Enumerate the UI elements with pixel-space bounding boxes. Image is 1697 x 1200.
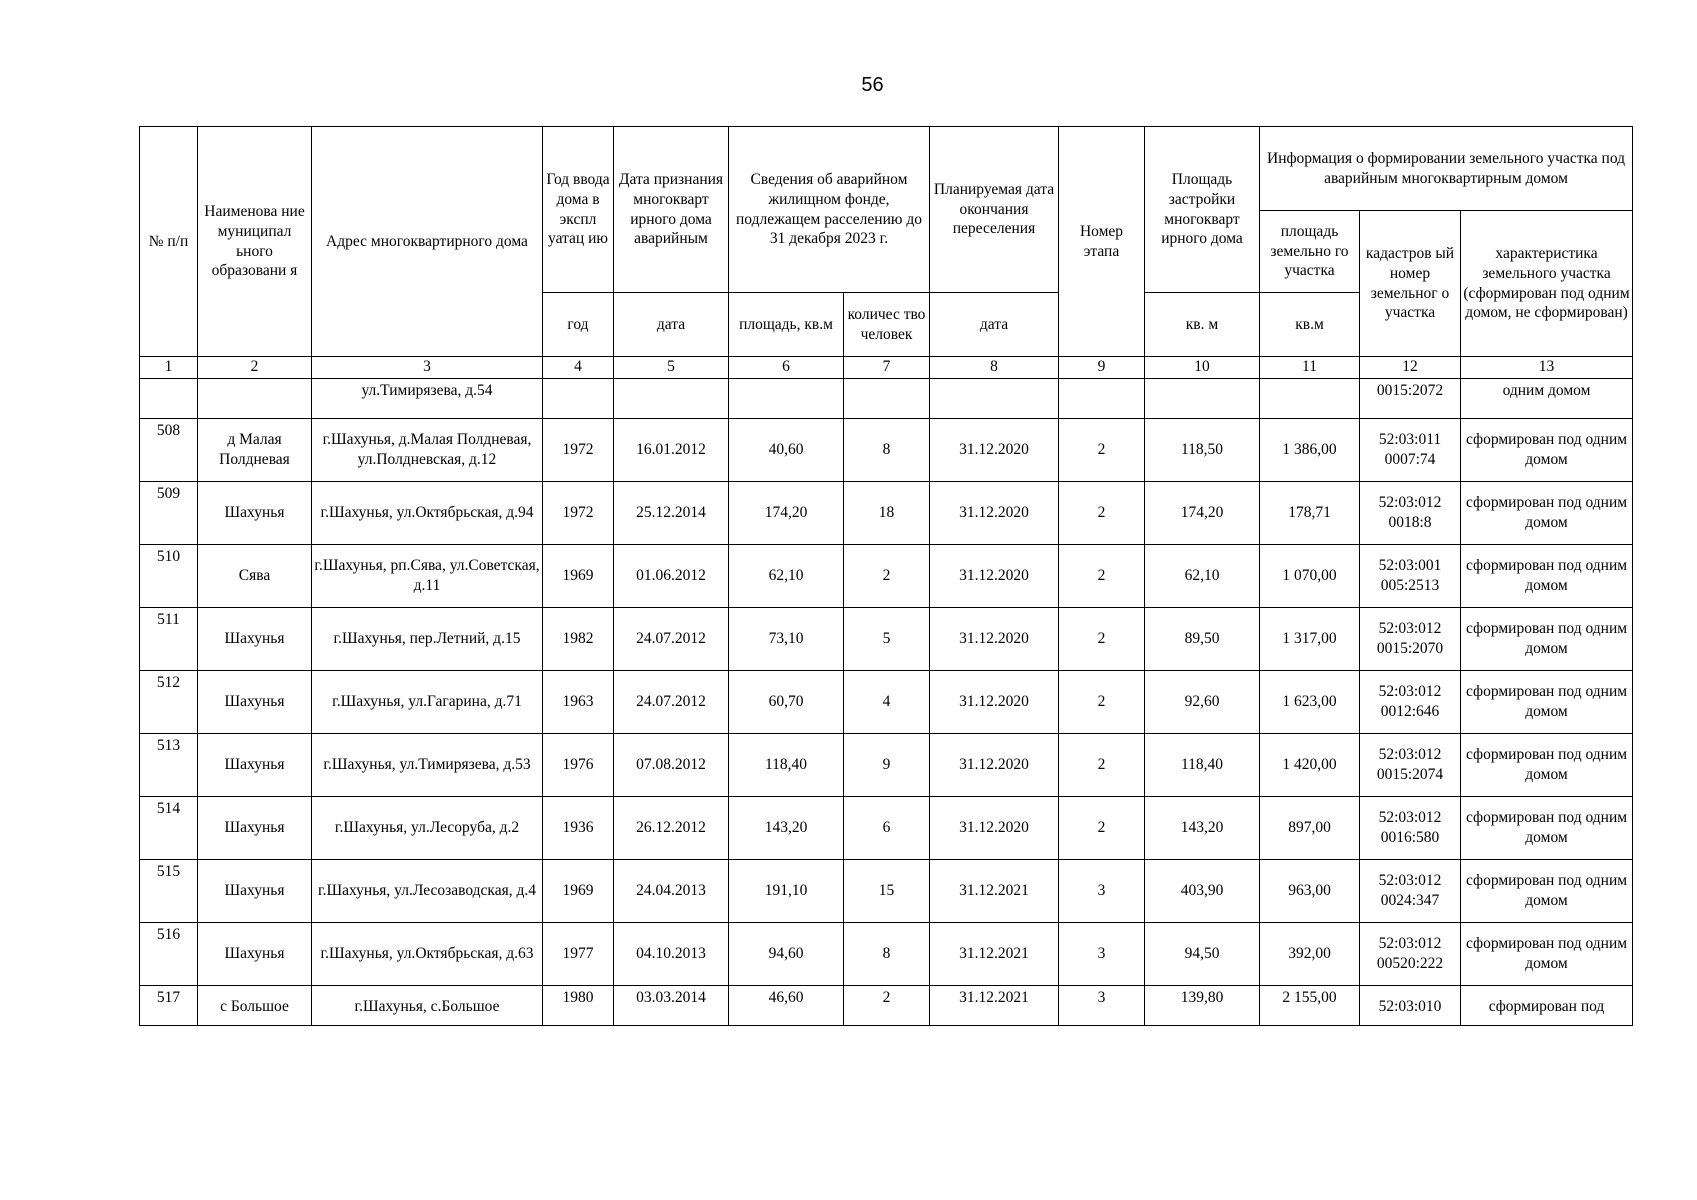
- cell-people: 18: [844, 482, 930, 545]
- cell-stage: 2: [1059, 545, 1145, 608]
- cell-address: г.Шахунья, пер.Летний, д.15: [312, 608, 543, 671]
- cell-date: 04.10.2013: [614, 923, 729, 986]
- cell-address: г.Шахунья, рп.Сява, ул.Советская, д.11: [312, 545, 543, 608]
- cell-land-area: 392,00: [1260, 923, 1360, 986]
- column-number: 2: [198, 357, 312, 379]
- cell-address: г.Шахунья, с.Большое: [312, 986, 543, 1026]
- cell-municipality: Шахунья: [198, 482, 312, 545]
- cell-cadastral: 52:03:012 0012:646: [1360, 671, 1461, 734]
- header-cell: Год ввода дома в экспл уатац ию: [543, 127, 614, 293]
- header-cell: характеристика земельного участка (сформирован под одним домом, не сформирован): [1461, 211, 1633, 357]
- cell-land-area: 1 317,00: [1260, 608, 1360, 671]
- column-number: 8: [930, 357, 1059, 379]
- cell-characteristic: сформирован под одним домом: [1461, 419, 1633, 482]
- cell-address: г.Шахунья, д.Малая Полдневая, ул.Полдневская, д.12: [312, 419, 543, 482]
- cell-address: г.Шахунья, ул.Тимирязева, д.53: [312, 734, 543, 797]
- table-row: [140, 986, 1633, 1026]
- cell-end-date: 31.12.2020: [930, 734, 1059, 797]
- cell-characteristic: сформирован под одним домом: [1461, 797, 1633, 860]
- unit-cell: кв. м: [1145, 293, 1260, 357]
- cell-build-area: 139,80: [1145, 986, 1260, 1026]
- cell-end-date: 31.12.2020: [930, 797, 1059, 860]
- cell-cadastral: 52:03:011 0007:74: [1360, 419, 1461, 482]
- table-row: [140, 482, 1633, 545]
- cell-cadastral: 52:03:001 005:2513: [1360, 545, 1461, 608]
- cell-year: 1976: [543, 734, 614, 797]
- cell-build-area: 94,50: [1145, 923, 1260, 986]
- cell-characteristic: сформирован под: [1461, 986, 1633, 1026]
- table-row: [140, 923, 1633, 986]
- cell-municipality: Шахунья: [198, 734, 312, 797]
- unit-cell: количес тво человек: [844, 293, 930, 357]
- header-cell: Дата признания многокварт ирного дома аварийным: [614, 127, 729, 293]
- page-number: 56: [861, 74, 884, 96]
- column-number: 7: [844, 357, 930, 379]
- cell-build-area: 403,90: [1145, 860, 1260, 923]
- cell-municipality: Шахунья: [198, 923, 312, 986]
- cell-date: 25.12.2014: [614, 482, 729, 545]
- cell-area: 118,40: [729, 734, 844, 797]
- table-row: [140, 608, 1633, 671]
- header-cell: Площадь застройки многокварт ирного дома: [1145, 127, 1260, 293]
- cell-cadastral: 52:03:012 0015:2074: [1360, 734, 1461, 797]
- cell-end-date: 31.12.2021: [930, 923, 1059, 986]
- cell-stage: 2: [1059, 797, 1145, 860]
- cell-build-area: 92,60: [1145, 671, 1260, 734]
- table-row: [140, 734, 1633, 797]
- cell-address: ул.Тимирязева, д.54: [312, 379, 543, 419]
- cell-municipality: с Большое: [198, 986, 312, 1026]
- cell-date: 24.04.2013: [614, 860, 729, 923]
- cell-characteristic: сформирован под одним домом: [1461, 734, 1633, 797]
- column-number-row: [140, 357, 1633, 379]
- cell-end-date: 31.12.2021: [930, 986, 1059, 1026]
- cell-municipality: Шахунья: [198, 797, 312, 860]
- cell-number: 516: [140, 923, 198, 986]
- continuation-row: [140, 379, 1633, 419]
- cell-land-area: 897,00: [1260, 797, 1360, 860]
- cell-stage: 2: [1059, 734, 1145, 797]
- cell-people: 5: [844, 608, 930, 671]
- column-number: 1: [140, 357, 198, 379]
- housing-table: [139, 126, 1633, 1026]
- table-row: [140, 860, 1633, 923]
- header-row-1: [140, 127, 1633, 211]
- cell-area: 191,10: [729, 860, 844, 923]
- cell-number: 512: [140, 671, 198, 734]
- cell-address: г.Шахунья, ул.Гагарина, д.71: [312, 671, 543, 734]
- unit-cell: дата: [614, 293, 729, 357]
- header-cell: площадь земельно го участка: [1260, 211, 1360, 293]
- cell-year: 1977: [543, 923, 614, 986]
- cell-land-area: 178,71: [1260, 482, 1360, 545]
- column-number: 3: [312, 357, 543, 379]
- cell-area: 94,60: [729, 923, 844, 986]
- cell-number: 511: [140, 608, 198, 671]
- header-cell: Номер этапа: [1059, 127, 1145, 357]
- cell-year: 1969: [543, 545, 614, 608]
- cell-stage: 3: [1059, 923, 1145, 986]
- cell-end-date: 31.12.2020: [930, 545, 1059, 608]
- cell-land-area: 963,00: [1260, 860, 1360, 923]
- cell-build-area: 118,40: [1145, 734, 1260, 797]
- cell-municipality: Шахунья: [198, 608, 312, 671]
- cell-address: г.Шахунья, ул.Лесоруба, д.2: [312, 797, 543, 860]
- header-cell: Наименова ние муниципал ьного образовани я: [198, 127, 312, 357]
- cell-characteristic: сформирован под одним домом: [1461, 860, 1633, 923]
- cell-stage: 2: [1059, 608, 1145, 671]
- cell-people: 8: [844, 923, 930, 986]
- cell-characteristic: сформирован под одним домом: [1461, 545, 1633, 608]
- header-cell: № п/п: [140, 127, 198, 357]
- cell-land-area: 1 623,00: [1260, 671, 1360, 734]
- cell-municipality: Шахунья: [198, 671, 312, 734]
- column-number: 10: [1145, 357, 1260, 379]
- cell-date: 26.12.2012: [614, 797, 729, 860]
- cell-build-area: 143,20: [1145, 797, 1260, 860]
- cell-people: 6: [844, 797, 930, 860]
- cell-area: 60,70: [729, 671, 844, 734]
- cell-area: 40,60: [729, 419, 844, 482]
- cell-year: 1982: [543, 608, 614, 671]
- cell-people: 8: [844, 419, 930, 482]
- cell-number: 515: [140, 860, 198, 923]
- cell-people: 15: [844, 860, 930, 923]
- cell-build-area: 89,50: [1145, 608, 1260, 671]
- column-number: 5: [614, 357, 729, 379]
- cell-characteristic: сформирован под одним домом: [1461, 482, 1633, 545]
- cell-end-date: 31.12.2021: [930, 860, 1059, 923]
- cell-area: 143,20: [729, 797, 844, 860]
- cell-land-area: 1 386,00: [1260, 419, 1360, 482]
- header-cell: Планируемая дата окончания переселения: [930, 127, 1059, 293]
- cell-land-area: 1 420,00: [1260, 734, 1360, 797]
- cell-municipality: Шахунья: [198, 860, 312, 923]
- cell-build-area: 62,10: [1145, 545, 1260, 608]
- cell-characteristic: сформирован под одним домом: [1461, 608, 1633, 671]
- cell-area: 73,10: [729, 608, 844, 671]
- cell-cadastral: 52:03:012 0018:8: [1360, 482, 1461, 545]
- cell-cadastral: 52:03:010: [1360, 986, 1461, 1026]
- cell-stage: 3: [1059, 860, 1145, 923]
- cell-year: 1963: [543, 671, 614, 734]
- cell-address: г.Шахунья, ул.Октябрьская, д.63: [312, 923, 543, 986]
- cell-characteristic: сформирован под одним домом: [1461, 923, 1633, 986]
- column-number: 11: [1260, 357, 1360, 379]
- cell-land-area: 2 155,00: [1260, 986, 1360, 1026]
- unit-cell: площадь, кв.м: [729, 293, 844, 357]
- cell-date: 24.07.2012: [614, 671, 729, 734]
- cell-date: 24.07.2012: [614, 608, 729, 671]
- cell-number: 508: [140, 419, 198, 482]
- cell-stage: 2: [1059, 482, 1145, 545]
- cell-characteristic: сформирован под одним домом: [1461, 671, 1633, 734]
- cell-cadastral: 52:03:012 0015:2070: [1360, 608, 1461, 671]
- cell-number: 513: [140, 734, 198, 797]
- cell-municipality: Сява: [198, 545, 312, 608]
- cell-stage: 2: [1059, 419, 1145, 482]
- column-number: 12: [1360, 357, 1461, 379]
- cell-end-date: 31.12.2020: [930, 419, 1059, 482]
- cell-number: 509: [140, 482, 198, 545]
- cell-year: 1972: [543, 419, 614, 482]
- unit-cell: кв.м: [1260, 293, 1360, 357]
- cell-number: 517: [140, 986, 198, 1026]
- cell-year: 1969: [543, 860, 614, 923]
- unit-cell: дата: [930, 293, 1059, 357]
- cell-date: 01.06.2012: [614, 545, 729, 608]
- cell-number: 514: [140, 797, 198, 860]
- column-number: 4: [543, 357, 614, 379]
- header-cell: Информация о формировании земельного участка под аварийным многоквартирным домом: [1260, 127, 1633, 211]
- cell-cadastral: 0015:2072: [1360, 379, 1461, 419]
- header-cell: Сведения об аварийном жилищном фонде, подлежащем расселению до 31 декабря 2023 г.: [729, 127, 930, 293]
- table-row: [140, 545, 1633, 608]
- column-number: 6: [729, 357, 844, 379]
- table-row: [140, 797, 1633, 860]
- header-cell: кадастров ый номер земельног о участка: [1360, 211, 1461, 357]
- column-number: 13: [1461, 357, 1633, 379]
- cell-cadastral: 52:03:012 0024:347: [1360, 860, 1461, 923]
- cell-end-date: 31.12.2020: [930, 482, 1059, 545]
- header-cell: Адрес многоквартирного дома: [312, 127, 543, 357]
- cell-people: 2: [844, 986, 930, 1026]
- cell-people: 9: [844, 734, 930, 797]
- cell-municipality: д Малая Полдневая: [198, 419, 312, 482]
- cell-area: 46,60: [729, 986, 844, 1026]
- cell-characteristic: одним домом: [1461, 379, 1633, 419]
- cell-address: г.Шахунья, ул.Лесозаводская, д.4: [312, 860, 543, 923]
- cell-address: г.Шахунья, ул.Октябрьская, д.94: [312, 482, 543, 545]
- column-number: 9: [1059, 357, 1145, 379]
- cell-year: 1980: [543, 986, 614, 1026]
- cell-people: 2: [844, 545, 930, 608]
- cell-cadastral: 52:03:012 0016:580: [1360, 797, 1461, 860]
- cell-build-area: 118,50: [1145, 419, 1260, 482]
- cell-build-area: 174,20: [1145, 482, 1260, 545]
- cell-date: 07.08.2012: [614, 734, 729, 797]
- table-row: [140, 671, 1633, 734]
- cell-stage: 2: [1059, 671, 1145, 734]
- cell-year: 1972: [543, 482, 614, 545]
- cell-cadastral: 52:03:012 00520:222: [1360, 923, 1461, 986]
- cell-year: 1936: [543, 797, 614, 860]
- cell-land-area: 1 070,00: [1260, 545, 1360, 608]
- cell-stage: 3: [1059, 986, 1145, 1026]
- unit-cell: год: [543, 293, 614, 357]
- cell-number: 510: [140, 545, 198, 608]
- cell-people: 4: [844, 671, 930, 734]
- cell-end-date: 31.12.2020: [930, 608, 1059, 671]
- cell-area: 174,20: [729, 482, 844, 545]
- cell-date: 16.01.2012: [614, 419, 729, 482]
- cell-date: 03.03.2014: [614, 986, 729, 1026]
- cell-end-date: 31.12.2020: [930, 671, 1059, 734]
- table-row: [140, 419, 1633, 482]
- cell-area: 62,10: [729, 545, 844, 608]
